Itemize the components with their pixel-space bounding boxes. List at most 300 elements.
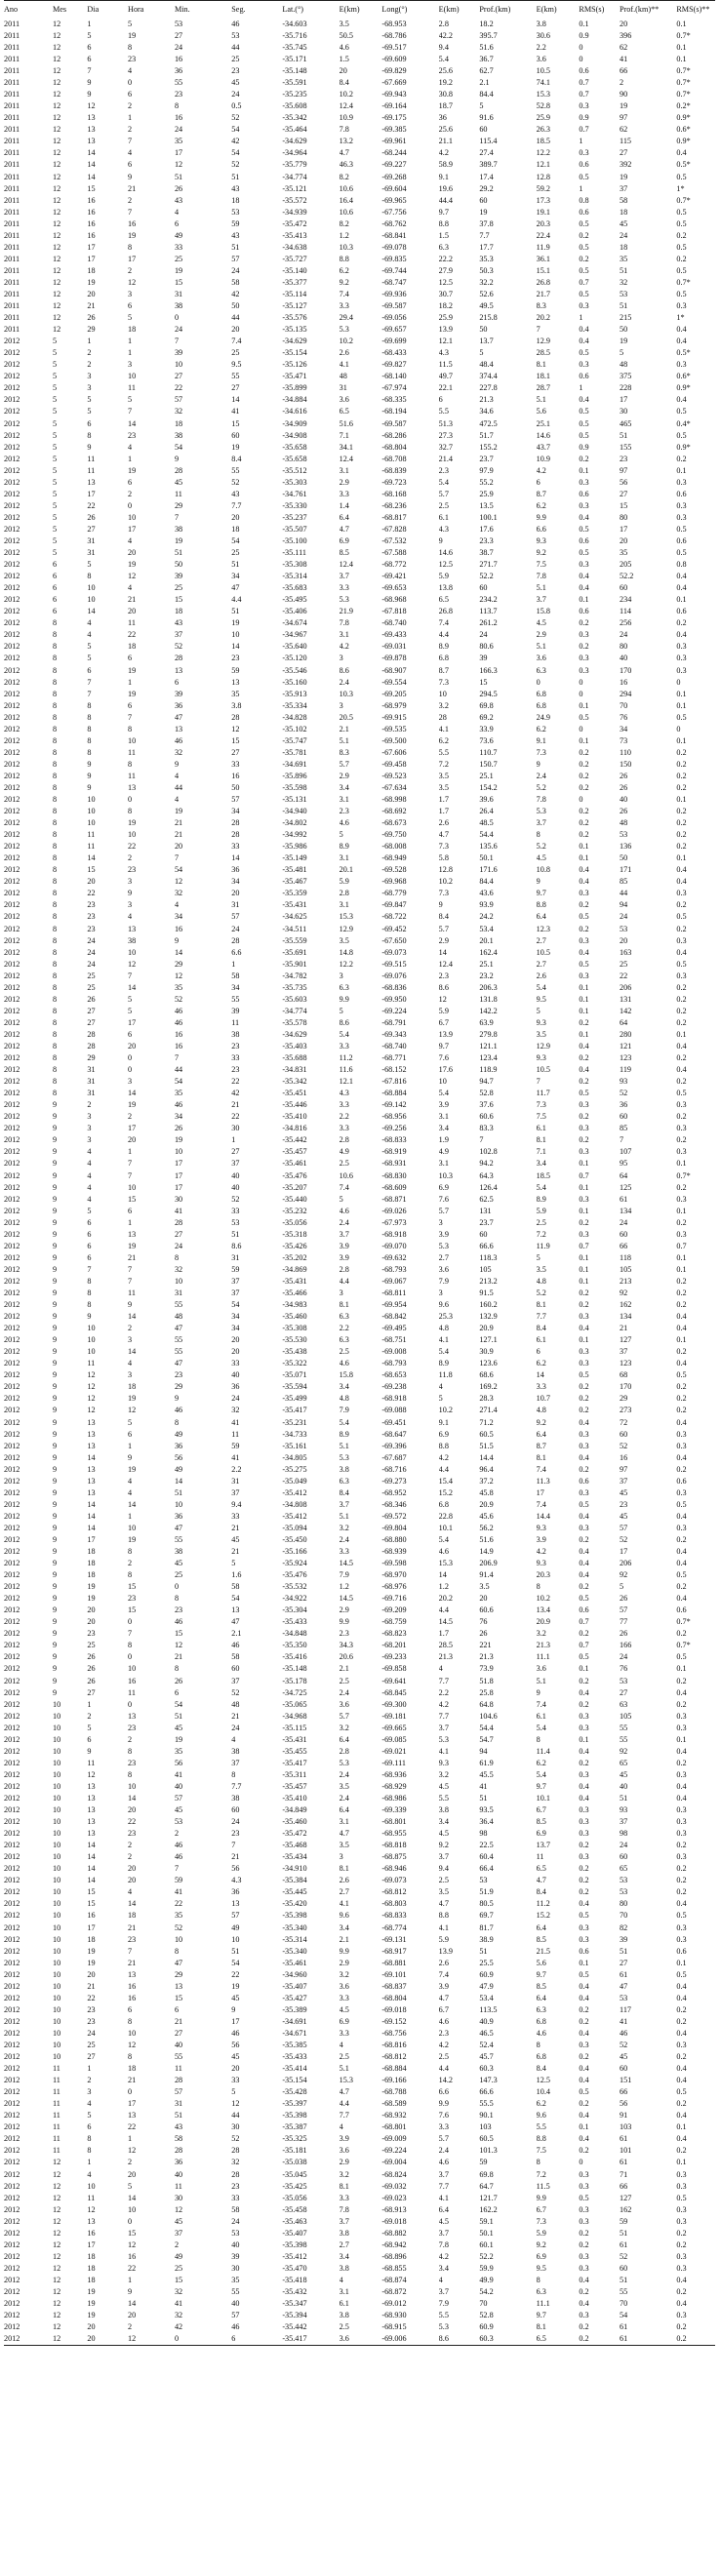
table-cell: 24 [231, 1723, 240, 1732]
table-cell: 134 [620, 1312, 632, 1322]
table-cell: 2012 [4, 700, 20, 710]
table-cell: 24 [620, 1841, 628, 1850]
table-cell: 2011 [4, 230, 20, 240]
table-cell: 26 [87, 994, 96, 1004]
table-cell: 55 [231, 372, 240, 381]
table-cell: 7.7 [438, 1711, 449, 1721]
table-cell: 14 [87, 1452, 96, 1462]
table-cell: -69.827 [381, 360, 407, 370]
table-cell: 2.6 [438, 818, 449, 828]
table-cell: 28.3 [479, 1394, 494, 1404]
table-cell: 38 [174, 301, 183, 311]
table-cell: 3.2 [536, 1629, 546, 1639]
table-row [4, 559, 715, 571]
table-cell: 25 [231, 348, 240, 358]
table-cell: 0.2 [579, 2334, 589, 2344]
table-cell: 10.3 [339, 689, 353, 698]
table-row [4, 1429, 715, 1441]
table-cell: 48 [231, 1699, 240, 1709]
table-cell: 11 [87, 454, 96, 463]
table-cell: 6.7 [438, 2004, 449, 2014]
table-cell: 0.1 [579, 1006, 589, 1015]
table-cell: 12 [52, 55, 61, 64]
table-cell: 7 [87, 1264, 92, 1274]
table-cell: 0.5 [579, 1370, 589, 1380]
table-cell: 206.9 [479, 1559, 498, 1568]
table-cell: 0.5 [676, 290, 687, 298]
table-cell: 9.5 [536, 2263, 546, 2273]
table-cell: 123.4 [479, 1053, 498, 1063]
table-cell: 20.9 [479, 1499, 494, 1509]
table-cell: 4.1 [438, 1746, 449, 1756]
table-cell: 9 [52, 1359, 58, 1368]
table-cell: 39.6 [479, 795, 494, 805]
table-cell: 7.9 [339, 1406, 349, 1415]
table-cell: 13 [87, 1441, 96, 1450]
table-cell: 8 [536, 1734, 541, 1744]
table-cell: -69.847 [381, 900, 407, 910]
table-cell: 2.9 [339, 1605, 349, 1615]
table-cell: -35.330 [282, 500, 307, 510]
table-cell: 40 [620, 654, 628, 663]
table-cell: 36 [174, 1441, 183, 1450]
table-cell: 11 [52, 2146, 60, 2156]
table-cell: 66 [620, 2181, 628, 2191]
table-cell: 52 [620, 1534, 628, 1544]
table-cell: 4 [339, 2275, 343, 2284]
table-cell: 2012 [4, 1159, 20, 1169]
table-cell: 55 [174, 1534, 183, 1544]
table-cell: 2 [128, 853, 133, 863]
table-cell: 2.6 [339, 1876, 349, 1885]
table-cell: 23 [174, 1605, 183, 1615]
table-cell: 0.5 [676, 524, 687, 534]
table-cell: 2012 [4, 795, 20, 805]
table-cell: -68.740 [381, 1042, 407, 1050]
table-cell: 51 [479, 1794, 488, 1803]
table-cell: 7 [128, 407, 133, 416]
table-cell: 105 [620, 1711, 632, 1721]
table-cell: 23 [231, 66, 240, 76]
table-cell: 280 [620, 1029, 632, 1039]
table-row [4, 747, 715, 759]
table-cell: 60 [620, 1429, 628, 1439]
table-cell: 2012 [4, 1781, 20, 1791]
table-cell: 5.5 [536, 2122, 546, 2132]
table-cell: 4 [174, 771, 180, 780]
table-row [4, 195, 715, 207]
table-cell: -68.433 [381, 348, 407, 358]
table-cell: 10.2 [536, 1594, 550, 1604]
table-cell: 9 [52, 1441, 58, 1450]
table-cell: 6.4 [536, 1429, 546, 1439]
table-cell: 6 [87, 1241, 92, 1250]
table-cell: 2.5 [438, 1876, 449, 1885]
table-cell: 21 [174, 1652, 183, 1662]
table-cell: 12 [52, 2334, 61, 2344]
table-cell: 5 [52, 442, 58, 452]
table-cell: 0.4 [579, 1570, 589, 1580]
table-cell: 51.5 [479, 1441, 494, 1450]
table-cell: -35.747 [282, 735, 307, 745]
table-cell: 118.3 [479, 1252, 498, 1262]
table-cell: 19 [87, 1582, 96, 1592]
table-cell: -69.006 [381, 2334, 407, 2344]
table-cell: 8 [52, 865, 58, 875]
table-cell: 10 [52, 1864, 61, 1874]
table-cell: 3.6 [536, 1664, 546, 1674]
table-cell: 0.4 [579, 1559, 589, 1568]
table-cell: 2012 [4, 2228, 20, 2238]
table-cell: 6.5 [438, 595, 449, 605]
table-cell: 13 [128, 924, 137, 933]
table-cell: 7 [174, 1864, 180, 1874]
table-cell: 2012 [4, 1887, 20, 1897]
table-row [4, 65, 715, 77]
table-row [4, 1017, 715, 1029]
table-cell: 45 [174, 2216, 183, 2226]
table-cell: 8 [128, 43, 133, 53]
table-cell: -68.931 [381, 1159, 407, 1169]
table-cell: 271.7 [479, 560, 498, 570]
table-cell: 8 [174, 1594, 180, 1604]
table-cell: 57 [231, 2311, 240, 2320]
table-cell: -35.598 [282, 782, 307, 792]
table-cell: 9 [536, 1687, 541, 1697]
table-cell: 20 [128, 1876, 137, 1885]
table-row [4, 864, 715, 876]
table-cell: 0.2 [579, 2146, 589, 2156]
table-cell: 6.1 [536, 1711, 546, 1721]
table-cell: 6.6 [438, 2087, 449, 2097]
table-cell: 0.5 [579, 2193, 589, 2202]
table-cell: 0.3 [676, 1723, 687, 1732]
table-cell: 5.3 [536, 807, 546, 816]
table-cell: 7.3 [438, 889, 449, 898]
table-cell: 0 [579, 55, 583, 64]
table-cell: 0.4 [676, 2299, 687, 2309]
table-cell: 19 [231, 442, 240, 452]
table-cell: 10.8 [536, 865, 550, 875]
table-cell: 4 [438, 1382, 443, 1392]
table-cell: 2012 [4, 1676, 20, 1685]
table-cell: 7.4 [438, 1969, 449, 1979]
table-cell: 5 [128, 395, 133, 405]
table-cell: 4.5 [339, 2004, 349, 2014]
table-cell: 5 [87, 560, 92, 570]
table-cell: 95 [620, 1159, 628, 1169]
table-cell: 37 [174, 2228, 183, 2238]
table-cell: 24 [87, 947, 96, 957]
table-row [4, 982, 715, 994]
table-cell: 54 [174, 1077, 183, 1087]
table-cell: 4.6 [339, 1206, 349, 1215]
table-cell: -68.801 [381, 2122, 407, 2132]
table-cell: 4 [438, 1664, 443, 1674]
table-cell: 0.5 [676, 1911, 687, 1921]
table-cell: -35.901 [282, 959, 307, 969]
table-cell: 0.4 [579, 583, 589, 593]
table-cell: 0.2 [676, 830, 687, 840]
table-cell: 46 [231, 19, 240, 28]
table-cell: 1 [87, 337, 92, 346]
table-cell: -67.669 [381, 78, 407, 88]
table-cell: 45.5 [479, 1769, 494, 1779]
table-cell: 12 [87, 1406, 96, 1415]
table-cell: 98 [479, 1829, 488, 1839]
table-cell: 26.4 [479, 807, 494, 816]
table-cell: 35 [231, 2275, 240, 2284]
table-row [4, 1946, 715, 1958]
table-cell: 8.8 [536, 900, 546, 910]
table-cell: 51 [174, 548, 183, 558]
table-cell: 0.6 [676, 1605, 687, 1615]
table-cell: 0.3 [676, 2251, 687, 2261]
table-cell: 11 [87, 2193, 96, 2202]
table-cell: 56 [620, 477, 628, 487]
table-cell: 22.5 [479, 1841, 494, 1850]
table-cell: -67.634 [381, 782, 407, 792]
table-cell: 13 [87, 137, 96, 146]
table-cell: -69.878 [381, 654, 407, 663]
table-cell: -35.410 [282, 1112, 307, 1122]
table-cell: 2.1 [339, 1934, 349, 1944]
table-cell: 8 [52, 924, 58, 933]
table-row [4, 1840, 715, 1851]
table-cell: 51 [231, 1946, 240, 1956]
table-cell: 2011 [4, 30, 20, 40]
table-cell: 52.4 [479, 2040, 494, 2049]
table-cell: 41 [174, 1206, 183, 1215]
table-cell: -68.970 [381, 1570, 407, 1580]
table-cell: 0.1 [579, 982, 589, 992]
table-cell: 0.2 [676, 618, 687, 628]
table-cell: 13 [87, 1429, 96, 1439]
table-cell: -68.708 [381, 454, 407, 463]
table-cell: 3 [339, 700, 343, 710]
table-cell: 2012 [4, 2016, 20, 2026]
table-cell: 8 [52, 654, 58, 663]
table-cell: 31 [231, 1252, 240, 1262]
table-cell: 10.6 [339, 207, 353, 217]
table-cell: 6 [128, 90, 133, 99]
table-cell: 10.9 [339, 113, 353, 123]
table-cell: 19 [128, 818, 137, 828]
table-cell: 0.2 [579, 759, 589, 769]
table-cell: 11.1 [536, 2299, 550, 2309]
table-cell: -69.804 [381, 1523, 407, 1532]
column-header: E(km) [339, 4, 360, 14]
table-cell: 12.4 [339, 454, 353, 463]
table-cell: -35.207 [282, 1182, 307, 1192]
table-cell: 42 [231, 137, 240, 146]
table-cell: 154.2 [479, 782, 498, 792]
table-cell: 5.7 [438, 489, 449, 498]
table-cell: 11 [87, 842, 96, 852]
table-cell: 9 [52, 1652, 58, 1662]
table-cell: 7 [128, 1159, 133, 1169]
table-cell: -69.004 [381, 2158, 407, 2167]
table-cell: 0.5* [676, 160, 691, 170]
table-cell: 0.3 [579, 2251, 589, 2261]
table-cell: 14.4 [536, 1511, 550, 1521]
table-cell: 20 [87, 290, 96, 298]
table-cell: 27 [87, 2052, 96, 2062]
table-cell: 10 [52, 1852, 61, 1862]
table-cell: 60.6 [479, 1112, 494, 1122]
table-cell: 45 [620, 2052, 628, 2062]
table-cell: -35.131 [282, 795, 307, 805]
table-cell: 16 [174, 924, 183, 933]
table-cell: 14.5 [339, 1559, 353, 1568]
table-cell: 0.5 [676, 242, 687, 252]
table-cell: 28 [231, 2146, 240, 2156]
table-cell: 50.5 [339, 30, 353, 40]
table-cell: 19 [620, 172, 628, 181]
table-cell: 85 [620, 1124, 628, 1133]
table-cell: 2012 [4, 2134, 20, 2144]
table-cell: 19 [174, 1135, 183, 1145]
table-row [4, 1381, 715, 1393]
table-cell: 0 [128, 2216, 133, 2226]
table-cell: 20.9 [536, 1617, 550, 1627]
table-cell: 5 [52, 489, 58, 498]
table-cell: 5.3 [438, 1241, 449, 1250]
table-cell: 9 [128, 889, 133, 898]
table-cell: 2012 [4, 1300, 20, 1310]
table-cell: 6 [52, 560, 58, 570]
table-cell: 10 [52, 1794, 61, 1803]
table-cell: 3.6 [438, 1264, 449, 1274]
table-cell: 70 [620, 2299, 628, 2309]
table-cell: -35.499 [282, 1394, 307, 1404]
table-cell: 13 [87, 1805, 96, 1815]
table-cell: 4.1 [339, 1899, 349, 1909]
table-cell: 3.1 [438, 1159, 449, 1169]
table-cell: -68.881 [381, 1958, 407, 1967]
table-cell: 42 [174, 2322, 183, 2332]
table-cell: 61 [620, 2134, 628, 2144]
table-cell: 4.7 [339, 148, 349, 158]
table-row [4, 277, 715, 289]
table-cell: -67.532 [381, 535, 407, 545]
table-cell: 11 [174, 2181, 182, 2191]
table-cell: 2012 [4, 1042, 20, 1050]
table-cell: 57 [174, 395, 183, 405]
table-cell: 0.1 [579, 853, 589, 863]
table-row [4, 265, 715, 277]
table-cell: 66.6 [479, 2087, 494, 2097]
table-cell: -68.673 [381, 818, 407, 828]
table-cell: 9 [52, 1147, 58, 1157]
table-cell: 23.3 [479, 535, 494, 545]
table-cell: -69.012 [381, 2299, 407, 2309]
table-cell: 234.2 [479, 595, 498, 605]
table-cell: 2.7 [536, 959, 546, 969]
table-cell: 8.9 [438, 1359, 449, 1368]
table-cell: 5 [52, 477, 58, 487]
table-cell: 5 [52, 430, 58, 440]
table-cell: 0.2 [579, 830, 589, 840]
table-cell: 45 [231, 1993, 240, 2002]
table-cell: 2012 [4, 1252, 20, 1262]
table-cell: 19 [174, 807, 183, 816]
table-cell: 8.3 [339, 747, 349, 757]
table-cell: 2.4 [339, 677, 349, 687]
table-cell: 24 [87, 2028, 96, 2038]
table-cell: 2012 [4, 1582, 20, 1592]
table-cell: 294 [620, 689, 632, 698]
table-cell: 5.4 [438, 1347, 449, 1357]
table-cell: -35.640 [282, 642, 307, 652]
table-cell: -67.606 [381, 747, 407, 757]
table-cell: 2012 [4, 1547, 20, 1557]
table-cell: 16 [87, 1911, 96, 1921]
table-cell: 3.8 [339, 2228, 349, 2238]
table-cell: 0.7* [676, 30, 691, 40]
table-cell: 3.7 [536, 595, 546, 605]
table-row [4, 1276, 715, 1288]
table-cell: 4.6 [339, 43, 349, 53]
table-cell: -35.403 [282, 1042, 307, 1050]
table-cell: 1 [231, 1135, 236, 1145]
table-cell: 11 [128, 1687, 136, 1697]
table-cell: 5 [536, 1252, 541, 1262]
table-cell: 2012 [4, 407, 20, 416]
table-cell: 59 [231, 1264, 240, 1274]
table-cell: 18 [174, 418, 183, 428]
table-cell: 3 [87, 1135, 92, 1145]
table-cell: 22 [231, 1969, 240, 1979]
table-cell: 22 [231, 1112, 240, 1122]
table-cell: 6.8 [438, 1499, 449, 1509]
table-row [4, 1723, 715, 1734]
table-cell: -35.466 [282, 1288, 307, 1297]
table-cell: 8 [174, 1252, 180, 1262]
table-cell: 18.2 [479, 19, 494, 28]
table-cell: -69.915 [381, 712, 407, 722]
table-cell: 23 [128, 1934, 137, 1944]
table-row [4, 571, 715, 582]
table-cell: 5.5 [438, 747, 449, 757]
table-cell: 0.3 [579, 2181, 589, 2191]
table-cell: 20.1 [339, 865, 353, 875]
table-cell: -35.304 [282, 1605, 307, 1615]
table-cell: 36 [620, 1100, 628, 1110]
table-cell: 3 [339, 1288, 343, 1297]
table-cell: 0.2 [579, 230, 589, 240]
table-cell: 14 [87, 607, 96, 616]
table-cell: 12.1 [536, 160, 550, 170]
table-cell: 0 [579, 2158, 583, 2167]
table-cell: 17 [87, 242, 96, 252]
table-cell: 6.2 [536, 724, 546, 733]
table-cell: 6.1 [438, 512, 449, 522]
table-cell: 2012 [4, 1464, 20, 1474]
table-cell: 51.6 [479, 43, 494, 53]
table-cell: 5 [479, 348, 484, 358]
table-cell: 2011 [4, 148, 20, 158]
table-row [4, 1828, 715, 1840]
table-cell: 0.2 [676, 1758, 687, 1767]
table-cell: 53 [620, 1887, 628, 1897]
table-cell: 35 [174, 137, 183, 146]
table-cell: -35.397 [282, 2099, 307, 2109]
table-cell: 28.5 [438, 1641, 453, 1650]
table-row [4, 665, 715, 677]
table-cell: 1 [87, 2158, 92, 2167]
column-header: Ano [4, 4, 19, 14]
